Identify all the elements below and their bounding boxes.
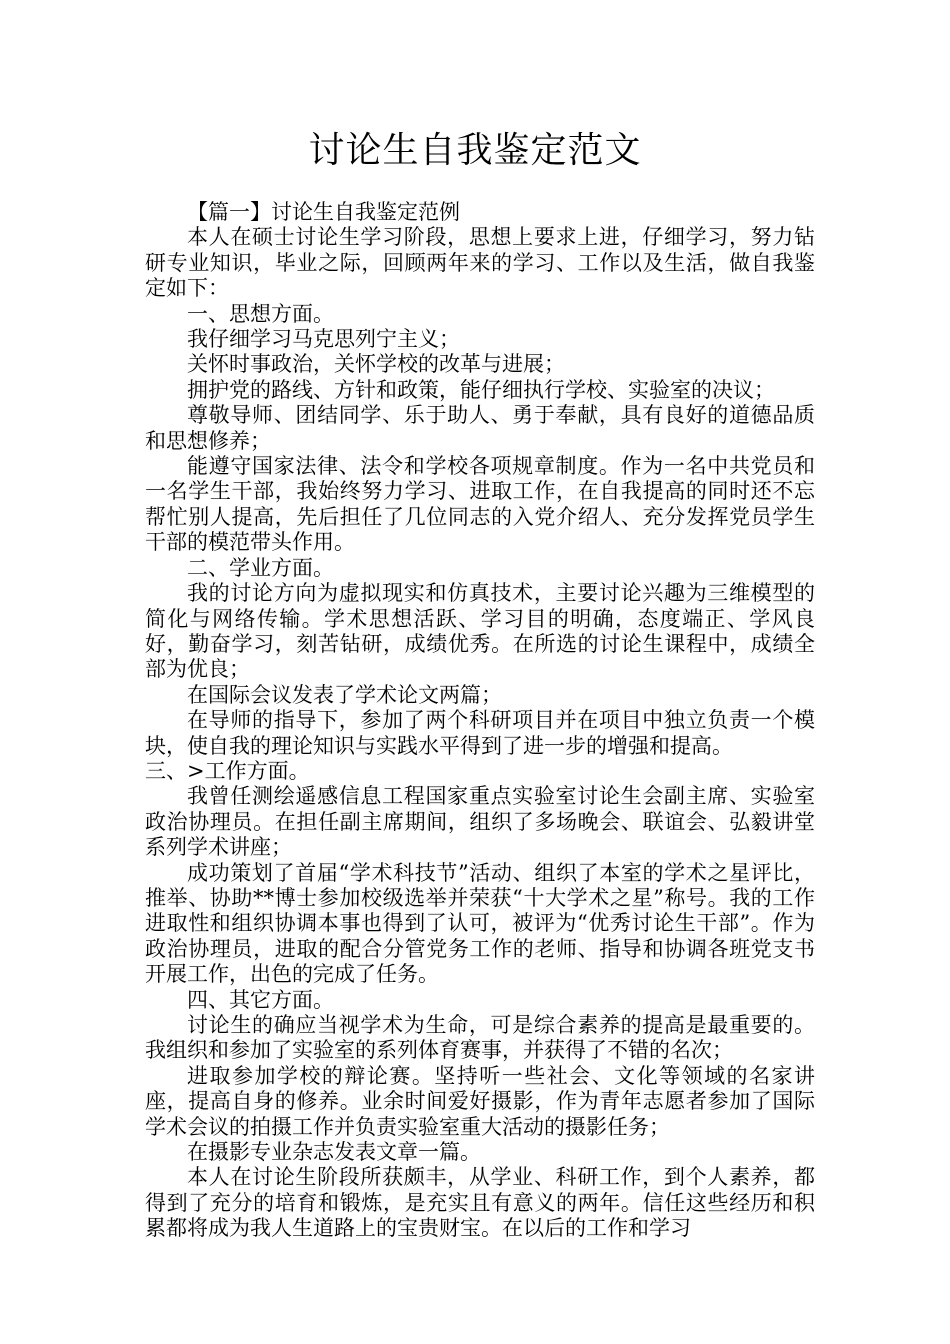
paragraph: 我曾任测绘遥感信息工程国家重点实验室讨论生会副主席、实验室政治协理员。在担任副主席期间，组织了多场晚会、联谊会、弘毅讲堂系列学术讲座； <box>145 784 815 860</box>
document-title: 讨论生自我鉴定范文 <box>308 130 642 171</box>
section-heading-thought: 一、思想方面。 <box>187 301 334 326</box>
paragraph: 我仔细学习马克思列宁主义； <box>187 327 460 352</box>
section-heading-work: 三、>工作方面。 <box>145 758 310 783</box>
document-body <box>145 200 815 1242</box>
paragraph-intro: 本人在硕士讨论生学习阶段，思想上要求上进，仔细学习，努力钻研专业知识，毕业之际，回顾两年来的学习、工作以及生活，做自我鉴定如下： <box>145 225 815 301</box>
paragraph-conclusion: 本人在讨论生阶段所获颇丰，从学业、科研工作，到个人素养，都得到了充分的培育和锻炼，是充实且有意义的两年。信任这些经历和积累都将成为我人生道路上的宝贵财宝。在以后的工作和学习 <box>145 1165 815 1241</box>
paragraph: 能遵守国家法律、法令和学校各项规章制度。作为一名中共党员和一名学生干部，我始终努力学习、进取工作，在自我提高的同时还不忘帮忙别人提高，先后担任了几位同志的入党介绍人、充分发挥党员学生干部的模范带头作用。 <box>145 454 815 555</box>
paragraph: 关怀时事政治，关怀学校的改革与进展； <box>187 352 565 377</box>
paragraph: 成功策划了首届“学术科技节”活动、组织了本室的学术之星评比，推举、协助**博士参加校级选举并荣获“十大学术之星”称号。我的工作进取性和组织协调本事也得到了认可，被评为“优秀讨论生干部”。作为政治协理员，进取的配合分管党务工作的老师、指导和协调各班党支书开展工作，出色的完成了任务。 <box>145 860 815 987</box>
section-heading-study: 二、学业方面。 <box>187 555 334 580</box>
paragraph: 尊敬导师、团结同学、乐于助人、勇于奉献，具有良好的道德品质和思想修养； <box>145 403 815 453</box>
paragraph: 拥护党的路线、方针和政策，能仔细执行学校、实验室的决议； <box>187 377 775 402</box>
paragraph: 讨论生的确应当视学术为生命，可是综合素养的提高是最重要的。我组织和参加了实验室的系列体育赛事，并获得了不错的名次； <box>145 1013 815 1063</box>
section-heading-other: 四、其它方面。 <box>187 987 334 1012</box>
paragraph: 在导师的指导下，参加了两个科研项目并在项目中独立负责一个模块，使自我的理论知识与实践水平得到了进一步的增强和提高。 <box>145 708 815 758</box>
section-heading-part-one: 【篇一】讨论生自我鉴定范例 <box>187 200 460 224</box>
paragraph: 在国际会议发表了学术论文两篇； <box>187 682 502 707</box>
paragraph: 在摄影专业杂志发表文章一篇。 <box>187 1140 481 1165</box>
paragraph: 进取参加学校的辩论赛。坚持听一些社会、文化等领域的名家讲座，提高自身的修养。业余时间爱好摄影，作为青年志愿者参加了国际学术会议的拍摄工作并负责实验室重大活动的摄影任务； <box>145 1063 815 1139</box>
paragraph: 我的讨论方向为虚拟现实和仿真技术，主要讨论兴趣为三维模型的简化与网络传输。学术思想活跃、学习目的明确，态度端正、学风良好，勤奋学习，刻苦钻研，成绩优秀。在所选的讨论生课程中，成绩全部为优良； <box>145 581 815 682</box>
